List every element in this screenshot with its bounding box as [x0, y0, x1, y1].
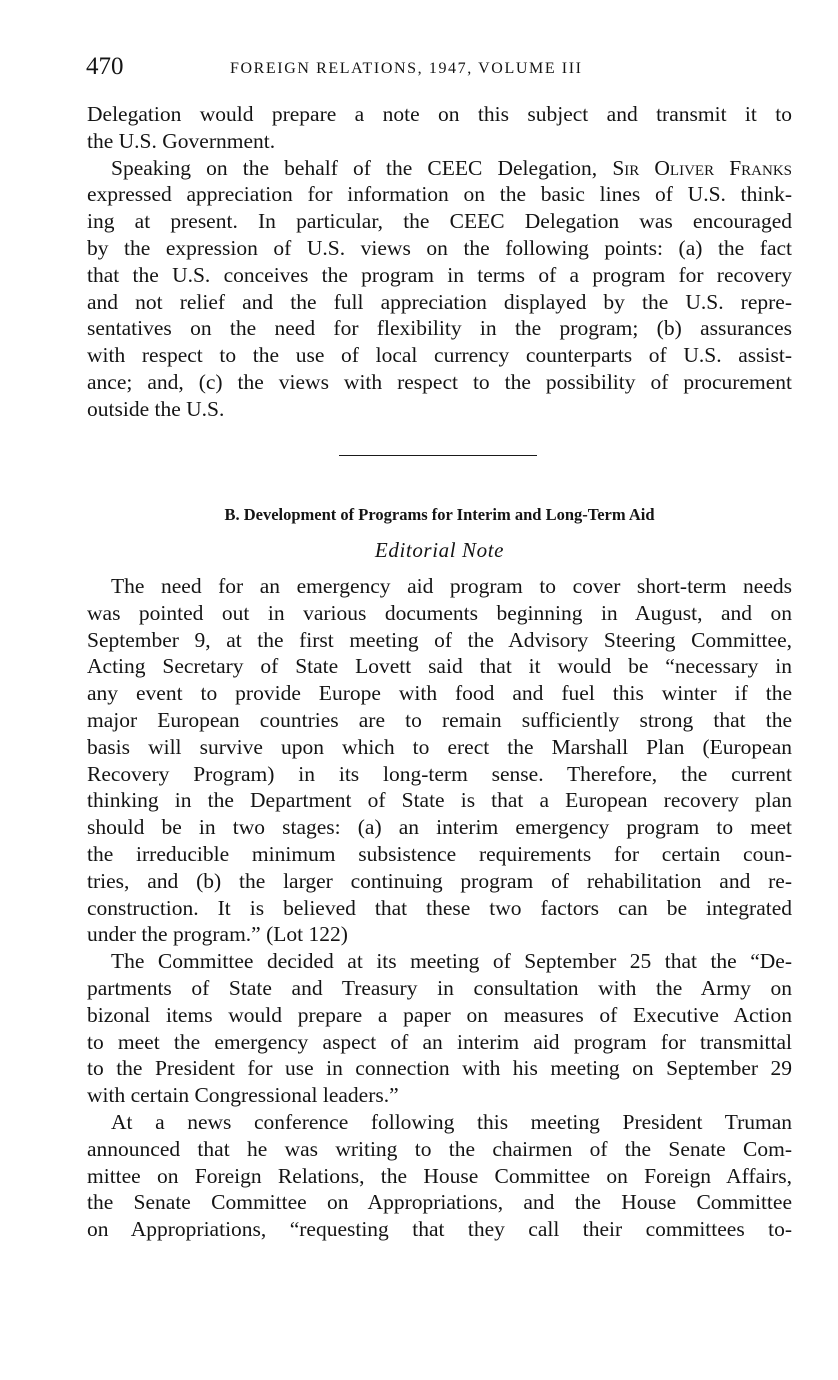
text-line: the Senate Committee on Appropriations, and the House Committee — [87, 1190, 792, 1215]
editorial-note-title: Editorial Note — [374, 538, 505, 562]
text-line: construction. It is believed that these two factors can be integrated — [87, 895, 792, 920]
speaker-name: Sir Oliver Franks — [612, 155, 792, 180]
text-line: the irreducible minimum subsistence requirements for certain coun- — [87, 841, 792, 866]
text-line: Recovery Program) in its long-term sense. Therefore, the current — [87, 761, 792, 786]
text-line: any event to provide Europe with food and fuel this winter if the — [87, 681, 792, 706]
text-line: to meet the emergency aspect of an interim aid program for transmittal — [87, 1029, 792, 1054]
text-line: The need for an emergency aid program to cover short-term needs — [111, 574, 792, 598]
text-line: announced that he was writing to the chairmen of the Senate Com- — [87, 1136, 792, 1161]
page-number: 470 — [86, 53, 124, 80]
text-line: should be in two stages: (a) an interim emergency program to meet — [87, 815, 792, 840]
section-divider-rule — [339, 455, 537, 456]
section-b-text — [87, 573, 792, 1243]
text-line: Acting Secretary of State Lovett said that it would be “necessary in — [87, 654, 792, 679]
text-line: on Appropriations, “requesting that they call their committees to- — [87, 1217, 792, 1242]
text-line: tries, and (b) the larger continuing program of rehabilitation and re- — [87, 868, 792, 893]
text-line: sentatives on the need for flexibility in the program; (b) assurances — [87, 316, 792, 341]
text-line: by the expression of U.S. views on the following points: (a) the fact — [87, 235, 792, 260]
text-line: outside the U.S. — [87, 396, 225, 421]
text-line: Delegation would prepare a note on this subject and transmit it to — [87, 102, 792, 126]
text-line: basis will survive upon which to erect the Marshall Plan (European — [87, 734, 792, 759]
text-line: ing at present. In particular, the CEEC Delegation was encouraged — [87, 209, 792, 234]
text-line: with certain Congressional leaders.” — [87, 1083, 399, 1108]
running-head — [86, 52, 792, 84]
text-line: major European countries are to remain sufficiently strong that the — [87, 707, 792, 732]
section-heading: B. Development of Programs for Interim and Long-Term Aid — [224, 505, 655, 524]
text-line: bizonal items would prepare a paper on measures of Executive Action — [87, 1002, 792, 1027]
text-line: that the U.S. conceives the program in terms of a program for recovery — [87, 262, 792, 287]
text-line: mittee on Foreign Relations, the House Committee on Foreign Affairs, — [87, 1163, 792, 1188]
section-a-text — [87, 101, 792, 423]
text-fragment: Speaking on the behalf of the CEEC Delegation, — [111, 155, 598, 180]
text-line: under the program.” (Lot 122) — [87, 922, 348, 947]
text-line: ance; and, (c) the views with respect to the possibility of procurement — [87, 369, 792, 394]
text-line: September 9, at the first meeting of the Advisory Steering Committee, — [87, 627, 792, 652]
text-line: partments of State and Treasury in consultation with the Army on — [87, 975, 792, 1000]
text-line: was pointed out in various documents beginning in August, and on — [87, 600, 792, 625]
text-line: and not relief and the full appreciation displayed by the U.S. repre- — [87, 289, 792, 314]
text-line: The Committee decided at its meeting of September 25 that the “De- — [111, 949, 792, 974]
text-line — [87, 155, 792, 182]
text-line: expressed appreciation for information on the basic lines of U.S. think- — [87, 182, 792, 207]
text-line: thinking in the Department of State is that a European recovery plan — [87, 788, 792, 813]
text-line: the U.S. Government. — [87, 128, 276, 153]
text-line: to the President for use in connection with his meeting on September 29 — [87, 1056, 792, 1081]
running-head-title: FOREIGN RELATIONS, 1947, VOLUME III — [230, 60, 583, 77]
text-line: At a news conference following this meeting President Truman — [111, 1109, 792, 1134]
text-line: with respect to the use of local currency counterparts of U.S. assist- — [87, 343, 792, 368]
